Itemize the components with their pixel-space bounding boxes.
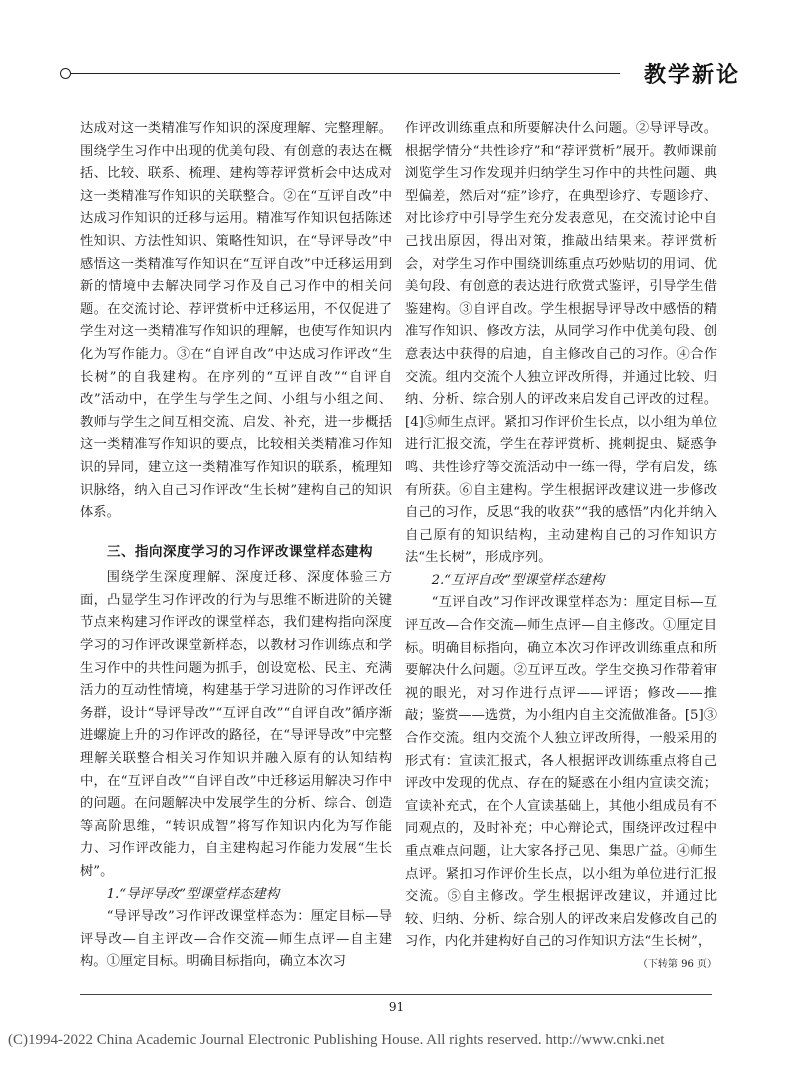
section-heading: 三、指向深度学习的习作评改课堂样态建构	[107, 543, 373, 560]
sub-heading-2: 2.“互评自改”型课堂样态建构	[431, 572, 605, 588]
continued-note: （下转第 96 页）	[637, 958, 717, 970]
page-number: 91	[388, 1000, 405, 1014]
page-header	[60, 58, 740, 88]
left-paragraph-1: 达成对这一类精准写作知识的深度理解、完整理解。围绕学生习作中出现的优美句段、有创意的表达在概括、比较、联系、梳理、建构等荐评赏析会中达成对这一类精准写作知识的关联整合。②在“互评自改”中达成习作知识的迁移与运用。精准写作知识包括陈述性知识、方法性知识、策略性知识，在“导评导改”中感悟这一类精准写作知识在“互评自改”中迁移运用到新的情境中去解决同学习作及自己习作中的相关问题。在交流讨论、荐评赏析中迁移运用，不仅促进了学生对这一类精准写作知识的理解，也使写作知识内化为写作能力。③在“自评自改”中达成习作评改“生长树”的自我建构。在序列的“互评自改”“自评自改”活动中，在学生与学生之间、小组与小组之间、教师与学生之间互相交流、启发、补充，进一步概括这一类精准写作知识的要点，比较相关类精准习作知识的异同，建立这一类精准写作知识的联系，梳理知识脉络，纳入自己习作评改“生长树”建构自己的知识体系。	[80, 121, 392, 521]
footer-rule	[80, 994, 712, 995]
left-paragraph-2: 围绕学生深度理解、深度迁移、深度体验三方面，凸显学生习作评改的行为与思维不断进阶的关键节点来构建习作评改的课堂样态，我们建构指向深度学习的习作评改课堂新样态，以教材习作训练点和学生习作中的共性问题为抓手，创设宽松、民主、充满活力的互动性情境，构建基于学习进阶的习作评改任务群，设计“导评导改”“互评自改”“自评自改”循序渐进螺旋上升的习作评改的路径，在“导评导改”中完整理解关联整合相关习作知识并融入原有的认知结构中，在“互评自改”“自评自改”中迁移运用解决习作中的问题。在问题解决中发展学生的分析、综合、创造等高阶思维，“转识成智”将写作知识内化为写作能力、习作评改能力，自主建构起习作能力发展“生长树”。	[80, 570, 392, 879]
header-circle-icon	[60, 68, 71, 79]
left-column	[80, 118, 392, 974]
copyright-notice: (C)1994-2022 China Academic Journal Electronic Publishing House. All rights reserved. http://www.cnki.net	[8, 1032, 665, 1048]
right-paragraph-2-text: “互评自改”习作评改课堂样态为：厘定目标—互评互改—合作交流—师生点评—自主修改。①厘定目标。明确目标指向，确立本次习作评改训练重点和所要解决什么问题。②互评互改。学生交换习作带着审视的眼光，对习作进行点评——评语；修改——推敲；鉴赏——选赏，为小组内自主交流做准备。[5]③合作交流。组内交流个人独立评改所得，一般采用的形式有：宣读汇报式，各人根据评改训练重点将自己评改中发现的优点、存在的疑惑在小组内宣读交流；宣读补充式，在个人宣读基础上，其他小组成员有不同观点的，及时补充；中心辩论式，围绕评改过程中重点难点问题，让大家各抒己见、集思广益。④师生点评。紧扣习作评价生长点，以小组为单位进行汇报交流。⑤自主修改。学生根据评改建议，并通过比较、归纳、分析、综合别人的评改来启发修改自己的习作，内化并建构好自己的习作知识方法“生长树”，	[405, 595, 717, 950]
header-rule	[68, 73, 620, 74]
sub-heading-1: 1.“导评导改”型课堂样态建构	[106, 886, 280, 902]
right-paragraph-1: 作评改训练重点和所要解决什么问题。②导评导改。根据学情分“共性诊疗”和“荐评赏析”展开。教师课前浏览学生习作发现并归纳学生习作中的共性问题、典型偏差，然后对“症”诊疗，在典型诊疗、专题诊疗、对比诊疗中引导学生充分发表意见，在交流讨论中自己找出原因，得出对策，推敲出结果来。荐评赏析会，对学生习作中围绕训练重点巧妙贴切的用词、优美句段、有创意的表达进行欣赏式鉴评，引导学生借鉴建构。③自评自改。学生根据导评导改中感悟的精准写作知识、修改方法，从同学习作中优美句段、创意表达中获得的启迪，自主修改自己的习作。④合作交流。组内交流个人独立评改所得，并通过比较、归纳、分析、综合别人的评改来启发自己评改的过程。[4]⑤师生点评。紧扣习作评价生长点，以小组为单位进行汇报交流，学生在荐评赏析、挑刺捉虫、疑惑争鸣、共性诊疗等交流活动中一练一得，学有启发，练有所获。⑥自主建构。学生根据评改建议进一步修改自己的习作，反思“我的收获”“我的感悟”内化并纳入自己原有的知识结构，主动建构自己的习作知识方法“生长树”，形成序列。	[405, 121, 717, 566]
right-column	[405, 118, 717, 977]
journal-title: 教学新论	[643, 63, 740, 88]
left-paragraph-3: “导评导改”习作评改课堂样态为：厘定目标—导评导改—自主评改—合作交流—师生点评—自主建构。①厘定目标。明确目标指向，确立本次习	[80, 909, 392, 970]
right-paragraph-2	[405, 592, 717, 970]
